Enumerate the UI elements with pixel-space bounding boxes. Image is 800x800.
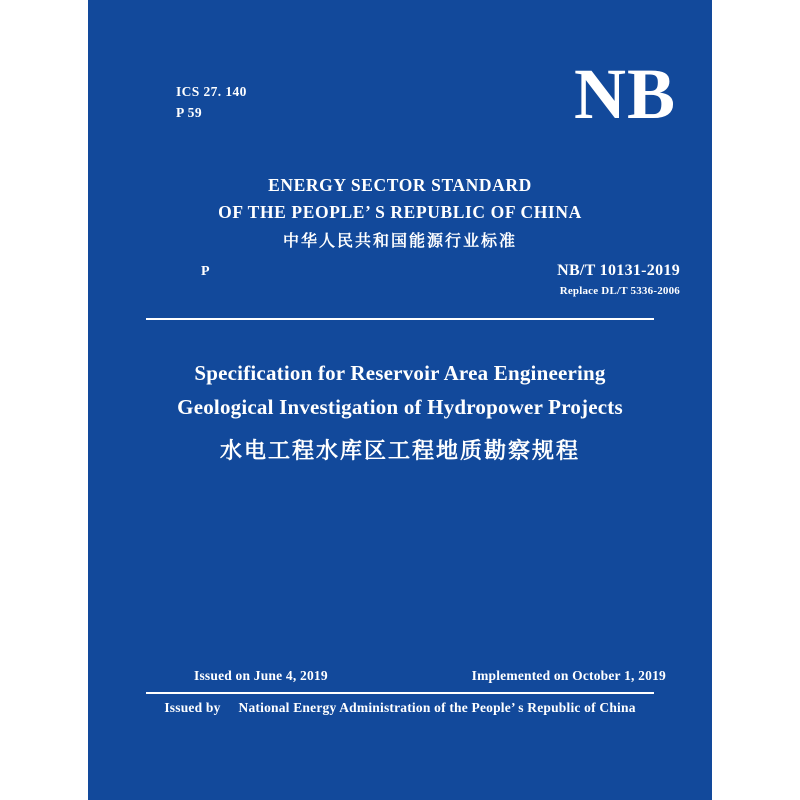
replaced-standard: Replace DL/T 5336-2006 — [559, 285, 680, 297]
implementation-date: Implemented on October 1, 2019 — [471, 668, 666, 683]
ics-number: ICS 27. 140 — [176, 84, 247, 99]
standard-title-en — [88, 356, 712, 424]
standard-title-en-line-2: Geological Investigation of Hydropower Projects — [177, 395, 623, 420]
ics-category-code: P 59 — [176, 104, 202, 120]
standard-code-row — [88, 262, 712, 308]
dates-row — [88, 668, 712, 688]
standard-number: NB/T 10131-2019 — [557, 262, 680, 279]
issued-by-organization: National Energy Administration of the People’ s Republic of China — [238, 700, 636, 715]
divider-bottom — [146, 692, 654, 694]
standard-code-block — [557, 262, 680, 297]
organization-line-1: ENERGY SECTOR STANDARD — [268, 175, 532, 195]
issued-by-label: Issued by — [164, 700, 221, 715]
ics-block — [176, 82, 247, 124]
organization-line-2: OF THE PEOPLE’ S REPUBLIC OF CHINA — [218, 202, 582, 223]
classification-code: P — [201, 264, 210, 279]
issued-by-row — [88, 700, 712, 716]
issuing-organization-cn: 中华人民共和国能源行业标准 — [282, 231, 517, 250]
issuing-organization-en — [88, 172, 712, 226]
divider-top — [146, 318, 654, 320]
standard-title-en-line-1: Specification for Reservoir Area Engineering — [194, 361, 606, 385]
nb-logo: NB — [573, 54, 676, 134]
issue-date: Issued on June 4, 2019 — [194, 668, 328, 683]
standard-title-cn: 水电工程水库区工程地质勘察规程 — [219, 439, 580, 464]
standard-cover — [88, 0, 712, 800]
